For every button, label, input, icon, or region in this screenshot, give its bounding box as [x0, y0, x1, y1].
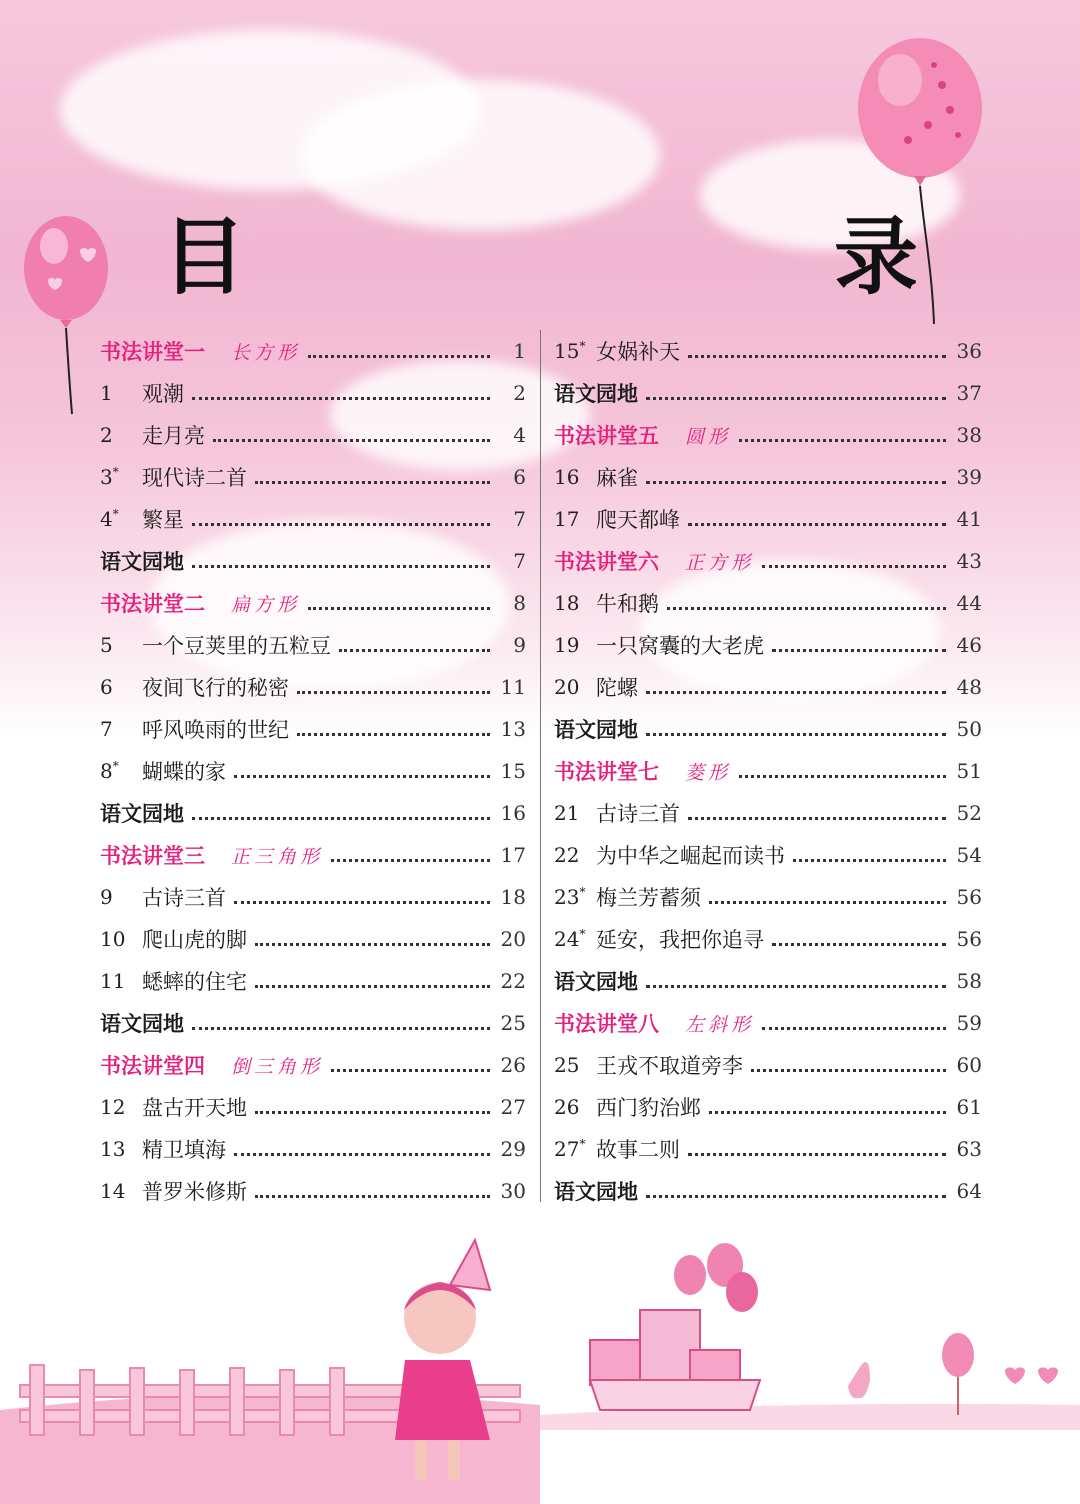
page-number: 18 [500, 885, 526, 909]
page-number: 7 [513, 549, 526, 573]
lesson-number-text: 24 [554, 927, 580, 951]
lesson-number-text: 6 [100, 675, 113, 699]
lesson-title: 一只窝囊的大老虎 [596, 634, 764, 658]
dot-leader [192, 563, 490, 568]
lesson-number-text: 23 [554, 885, 580, 909]
toc-row[interactable] [554, 582, 982, 624]
page-number: 44 [956, 591, 982, 615]
dot-leader [646, 983, 946, 988]
lesson-number [554, 507, 596, 531]
lesson-title: 陀螺 [596, 676, 638, 700]
table-of-contents [100, 330, 982, 1212]
dot-leader [331, 857, 490, 862]
toc-row[interactable] [554, 750, 982, 792]
page-number: 1 [513, 339, 526, 363]
toc-row[interactable] [554, 708, 982, 750]
section-title: 书法讲堂六 [554, 550, 659, 574]
lesson-title: 故事二则 [596, 1138, 680, 1162]
dot-leader [234, 773, 490, 778]
lesson-number [554, 465, 596, 489]
page-number: 54 [956, 843, 982, 867]
page-number: 36 [956, 339, 982, 363]
toc-row[interactable] [100, 330, 526, 372]
lesson-number [100, 1179, 142, 1203]
page-number: 8 [513, 591, 526, 615]
lesson-number [100, 423, 142, 447]
page-number: 4 [513, 423, 526, 447]
lesson-number-text: 1 [100, 381, 113, 405]
dot-leader [667, 605, 946, 610]
lesson-title: 夜间飞行的秘密 [142, 676, 289, 700]
dot-leader [234, 899, 490, 904]
toc-row[interactable] [554, 414, 982, 456]
page-number: 7 [513, 507, 526, 531]
chinese-garden-title: 语文园地 [554, 1180, 638, 1204]
page-number: 46 [956, 633, 982, 657]
page-number: 43 [956, 549, 982, 573]
lesson-title: 一个豆荚里的五粒豆 [142, 634, 331, 658]
lesson-title: 古诗三首 [596, 802, 680, 826]
page-number: 64 [956, 1179, 982, 1203]
optional-star-mark: * [112, 465, 119, 479]
lesson-title: 繁星 [142, 508, 184, 532]
dot-leader [213, 437, 490, 442]
toc-row[interactable] [100, 372, 526, 414]
lesson-number-text: 3 [100, 465, 113, 489]
lesson-number [100, 633, 142, 657]
toc-row[interactable] [100, 960, 526, 1002]
page-number: 61 [956, 1095, 982, 1119]
lesson-title: 王戎不取道旁李 [596, 1054, 743, 1078]
page-number: 6 [513, 465, 526, 489]
lesson-number [554, 843, 596, 867]
toc-row[interactable] [554, 372, 982, 414]
lesson-number-text: 26 [554, 1095, 580, 1119]
dot-leader [646, 689, 946, 694]
section-title: 书法讲堂四 [100, 1054, 205, 1078]
toc-row[interactable] [554, 1002, 982, 1044]
lesson-number-text: 17 [554, 507, 580, 531]
lesson-title: 梅兰芳蓄须 [596, 886, 701, 910]
lesson-number-text: 13 [100, 1137, 126, 1161]
page-number: 52 [956, 801, 982, 825]
page-number: 29 [500, 1137, 526, 1161]
section-subtitle: 菱形 [685, 761, 732, 784]
dot-leader [646, 395, 946, 400]
page-number: 56 [956, 927, 982, 951]
lesson-number-text: 15 [554, 339, 580, 363]
dot-leader [688, 1151, 946, 1156]
lesson-number-text: 8 [100, 759, 113, 783]
dot-leader [646, 1193, 946, 1198]
page-number: 41 [956, 507, 982, 531]
lesson-number [554, 339, 596, 363]
lesson-number-text: 11 [100, 969, 126, 993]
lesson-number-text: 5 [100, 633, 113, 657]
lesson-title: 蝴蝶的家 [142, 760, 226, 784]
lesson-number [100, 927, 142, 951]
lesson-number [100, 717, 142, 741]
dot-leader [709, 1109, 946, 1114]
lesson-number [100, 1095, 142, 1119]
page-number: 2 [513, 381, 526, 405]
page-number: 13 [500, 717, 526, 741]
optional-star-mark: * [579, 927, 586, 941]
lesson-number-text: 20 [554, 675, 580, 699]
lesson-number [554, 801, 596, 825]
page-number: 63 [956, 1137, 982, 1161]
dot-leader [793, 857, 946, 862]
lesson-number-text: 21 [554, 801, 580, 825]
toc-row[interactable] [554, 330, 982, 372]
lesson-number-text: 2 [100, 423, 113, 447]
lesson-title: 女娲补天 [596, 340, 680, 364]
lesson-title: 观潮 [142, 382, 184, 406]
chinese-garden-title: 语文园地 [100, 550, 184, 574]
lesson-number [100, 969, 142, 993]
lesson-number [554, 1095, 596, 1119]
section-title: 书法讲堂八 [554, 1012, 659, 1036]
dot-leader [739, 773, 946, 778]
lesson-number-text: 4 [100, 507, 113, 531]
page-number: 26 [500, 1053, 526, 1077]
lesson-number [554, 927, 596, 951]
toc-row[interactable] [554, 792, 982, 834]
dot-leader [308, 353, 490, 358]
page-number: 16 [500, 801, 526, 825]
toc-row[interactable] [100, 1002, 526, 1044]
toc-column-left [100, 330, 526, 1212]
lesson-title: 西门豹治邺 [596, 1096, 701, 1120]
dot-leader [255, 941, 490, 946]
page-title: 目 录 [161, 208, 1058, 306]
dot-leader [234, 1151, 490, 1156]
page-number: 50 [956, 717, 982, 741]
lesson-title: 普罗米修斯 [142, 1180, 247, 1204]
lesson-number-text: 27 [554, 1137, 580, 1161]
dot-leader [255, 1193, 490, 1198]
lesson-title: 古诗三首 [142, 886, 226, 910]
dot-leader [331, 1067, 490, 1072]
toc-row[interactable] [554, 1086, 982, 1128]
section-subtitle: 左斜形 [685, 1013, 755, 1036]
lesson-title: 盘古开天地 [142, 1096, 247, 1120]
dot-leader [339, 647, 490, 652]
gift-boxes [590, 1243, 760, 1410]
lesson-number-text: 16 [554, 465, 580, 489]
toc-row[interactable] [554, 1170, 982, 1212]
lesson-number [100, 507, 142, 531]
dot-leader [192, 521, 490, 526]
page-number: 30 [500, 1179, 526, 1203]
lesson-number [100, 759, 142, 783]
dot-leader [646, 731, 946, 736]
dot-leader [739, 437, 946, 442]
column-divider [540, 330, 541, 1202]
dot-leader [192, 815, 490, 820]
dot-leader [255, 1109, 490, 1114]
page-number: 56 [956, 885, 982, 909]
dot-leader [192, 395, 490, 400]
lesson-title: 为中华之崛起而读书 [596, 844, 785, 868]
dot-leader [255, 983, 490, 988]
dot-leader [308, 605, 490, 610]
toc-row[interactable] [100, 834, 526, 876]
section-subtitle: 正方形 [685, 551, 755, 574]
section-subtitle: 长方形 [231, 341, 301, 364]
toc-row[interactable] [100, 1086, 526, 1128]
dot-leader [772, 647, 946, 652]
lesson-number-text: 19 [554, 633, 580, 657]
toc-row[interactable] [554, 1044, 982, 1086]
lesson-number-text: 14 [100, 1179, 126, 1203]
toc-row[interactable] [100, 750, 526, 792]
dot-leader [772, 941, 946, 946]
page-number: 39 [956, 465, 982, 489]
page-number: 25 [500, 1011, 526, 1035]
lesson-number [100, 465, 142, 489]
page-number: 17 [500, 843, 526, 867]
toc-row[interactable] [554, 540, 982, 582]
lesson-title: 现代诗二首 [142, 466, 247, 490]
section-subtitle: 倒三角形 [231, 1055, 324, 1078]
toc-column-right [554, 330, 982, 1212]
toc-row[interactable] [100, 792, 526, 834]
small-decorations [848, 1333, 1058, 1415]
chinese-garden-title: 语文园地 [100, 1012, 184, 1036]
section-title: 书法讲堂二 [100, 592, 205, 616]
toc-row[interactable] [554, 666, 982, 708]
page-number: 48 [956, 675, 982, 699]
lesson-number [100, 381, 142, 405]
lesson-number [100, 1137, 142, 1161]
page-number: 9 [513, 633, 526, 657]
optional-star-mark: * [112, 759, 119, 773]
dot-leader [297, 689, 490, 694]
toc-row[interactable] [100, 498, 526, 540]
optional-star-mark: * [579, 885, 586, 899]
dot-leader [762, 1025, 946, 1030]
toc-row[interactable] [100, 666, 526, 708]
lesson-title: 麻雀 [596, 466, 638, 490]
toc-row[interactable] [554, 456, 982, 498]
toc-row[interactable] [554, 876, 982, 918]
toc-row[interactable] [554, 834, 982, 876]
lesson-number [554, 1137, 596, 1161]
lesson-number [554, 633, 596, 657]
lesson-number-text: 12 [100, 1095, 126, 1119]
section-title: 书法讲堂七 [554, 760, 659, 784]
toc-row[interactable] [100, 918, 526, 960]
lesson-title: 走月亮 [142, 424, 205, 448]
page-number: 27 [500, 1095, 526, 1119]
lesson-number-text: 18 [554, 591, 580, 615]
dot-leader [688, 521, 946, 526]
toc-row[interactable] [100, 414, 526, 456]
dot-leader [709, 899, 946, 904]
page-number: 58 [956, 969, 982, 993]
dot-leader [688, 353, 946, 358]
lesson-number [554, 885, 596, 909]
lesson-number-text: 7 [100, 717, 113, 741]
page-number: 60 [956, 1053, 982, 1077]
lesson-title: 延安，我把你追寻 [596, 928, 764, 952]
toc-row[interactable] [554, 918, 982, 960]
lesson-title: 牛和鹅 [596, 592, 659, 616]
page-number: 59 [956, 1011, 982, 1035]
toc-row[interactable] [100, 1170, 526, 1212]
optional-star-mark: * [579, 1137, 586, 1151]
lesson-number-text: 22 [554, 843, 580, 867]
page-number: 51 [956, 759, 982, 783]
toc-row[interactable] [100, 876, 526, 918]
chinese-garden-title: 语文园地 [554, 718, 638, 742]
lesson-title: 蟋蟀的住宅 [142, 970, 247, 994]
dot-leader [192, 1025, 490, 1030]
toc-row[interactable] [100, 1128, 526, 1170]
section-subtitle: 正三角形 [231, 845, 324, 868]
lesson-title: 爬山虎的脚 [142, 928, 247, 952]
dot-leader [688, 815, 946, 820]
lesson-number [554, 591, 596, 615]
page-number: 20 [500, 927, 526, 951]
bottom-illustration [0, 1230, 1080, 1504]
dot-leader [751, 1067, 946, 1072]
lesson-number [554, 675, 596, 699]
page-number: 11 [500, 675, 526, 699]
section-title: 书法讲堂三 [100, 844, 205, 868]
dot-leader [646, 479, 946, 484]
lesson-number-text: 9 [100, 885, 113, 909]
toc-row[interactable] [100, 582, 526, 624]
optional-star-mark: * [112, 507, 119, 521]
dot-leader [762, 563, 946, 568]
lesson-number-text: 10 [100, 927, 126, 951]
lesson-number [554, 1053, 596, 1077]
section-subtitle: 扁方形 [231, 593, 301, 616]
toc-row[interactable] [100, 540, 526, 582]
toc-row[interactable] [100, 1044, 526, 1086]
toc-row[interactable] [554, 624, 982, 666]
dot-leader [297, 731, 490, 736]
lesson-title: 精卫填海 [142, 1138, 226, 1162]
optional-star-mark: * [579, 339, 586, 353]
toc-row[interactable] [100, 624, 526, 666]
chinese-garden-title: 语文园地 [554, 382, 638, 406]
page-number: 38 [956, 423, 982, 447]
page-number: 15 [500, 759, 526, 783]
lesson-number-text: 25 [554, 1053, 580, 1077]
page-number: 22 [500, 969, 526, 993]
page-number: 37 [956, 381, 982, 405]
chinese-garden-title: 语文园地 [100, 802, 184, 826]
section-subtitle: 圆形 [685, 425, 732, 448]
lesson-number [100, 675, 142, 699]
lesson-number [100, 885, 142, 909]
toc-row[interactable] [100, 456, 526, 498]
toc-row[interactable] [554, 1128, 982, 1170]
lesson-title: 呼风唤雨的世纪 [142, 718, 289, 742]
toc-row[interactable] [554, 498, 982, 540]
section-title: 书法讲堂五 [554, 424, 659, 448]
toc-row[interactable] [100, 708, 526, 750]
chinese-garden-title: 语文园地 [554, 970, 638, 994]
toc-row[interactable] [554, 960, 982, 1002]
section-title: 书法讲堂一 [100, 340, 205, 364]
dot-leader [255, 479, 490, 484]
lesson-title: 爬天都峰 [596, 508, 680, 532]
